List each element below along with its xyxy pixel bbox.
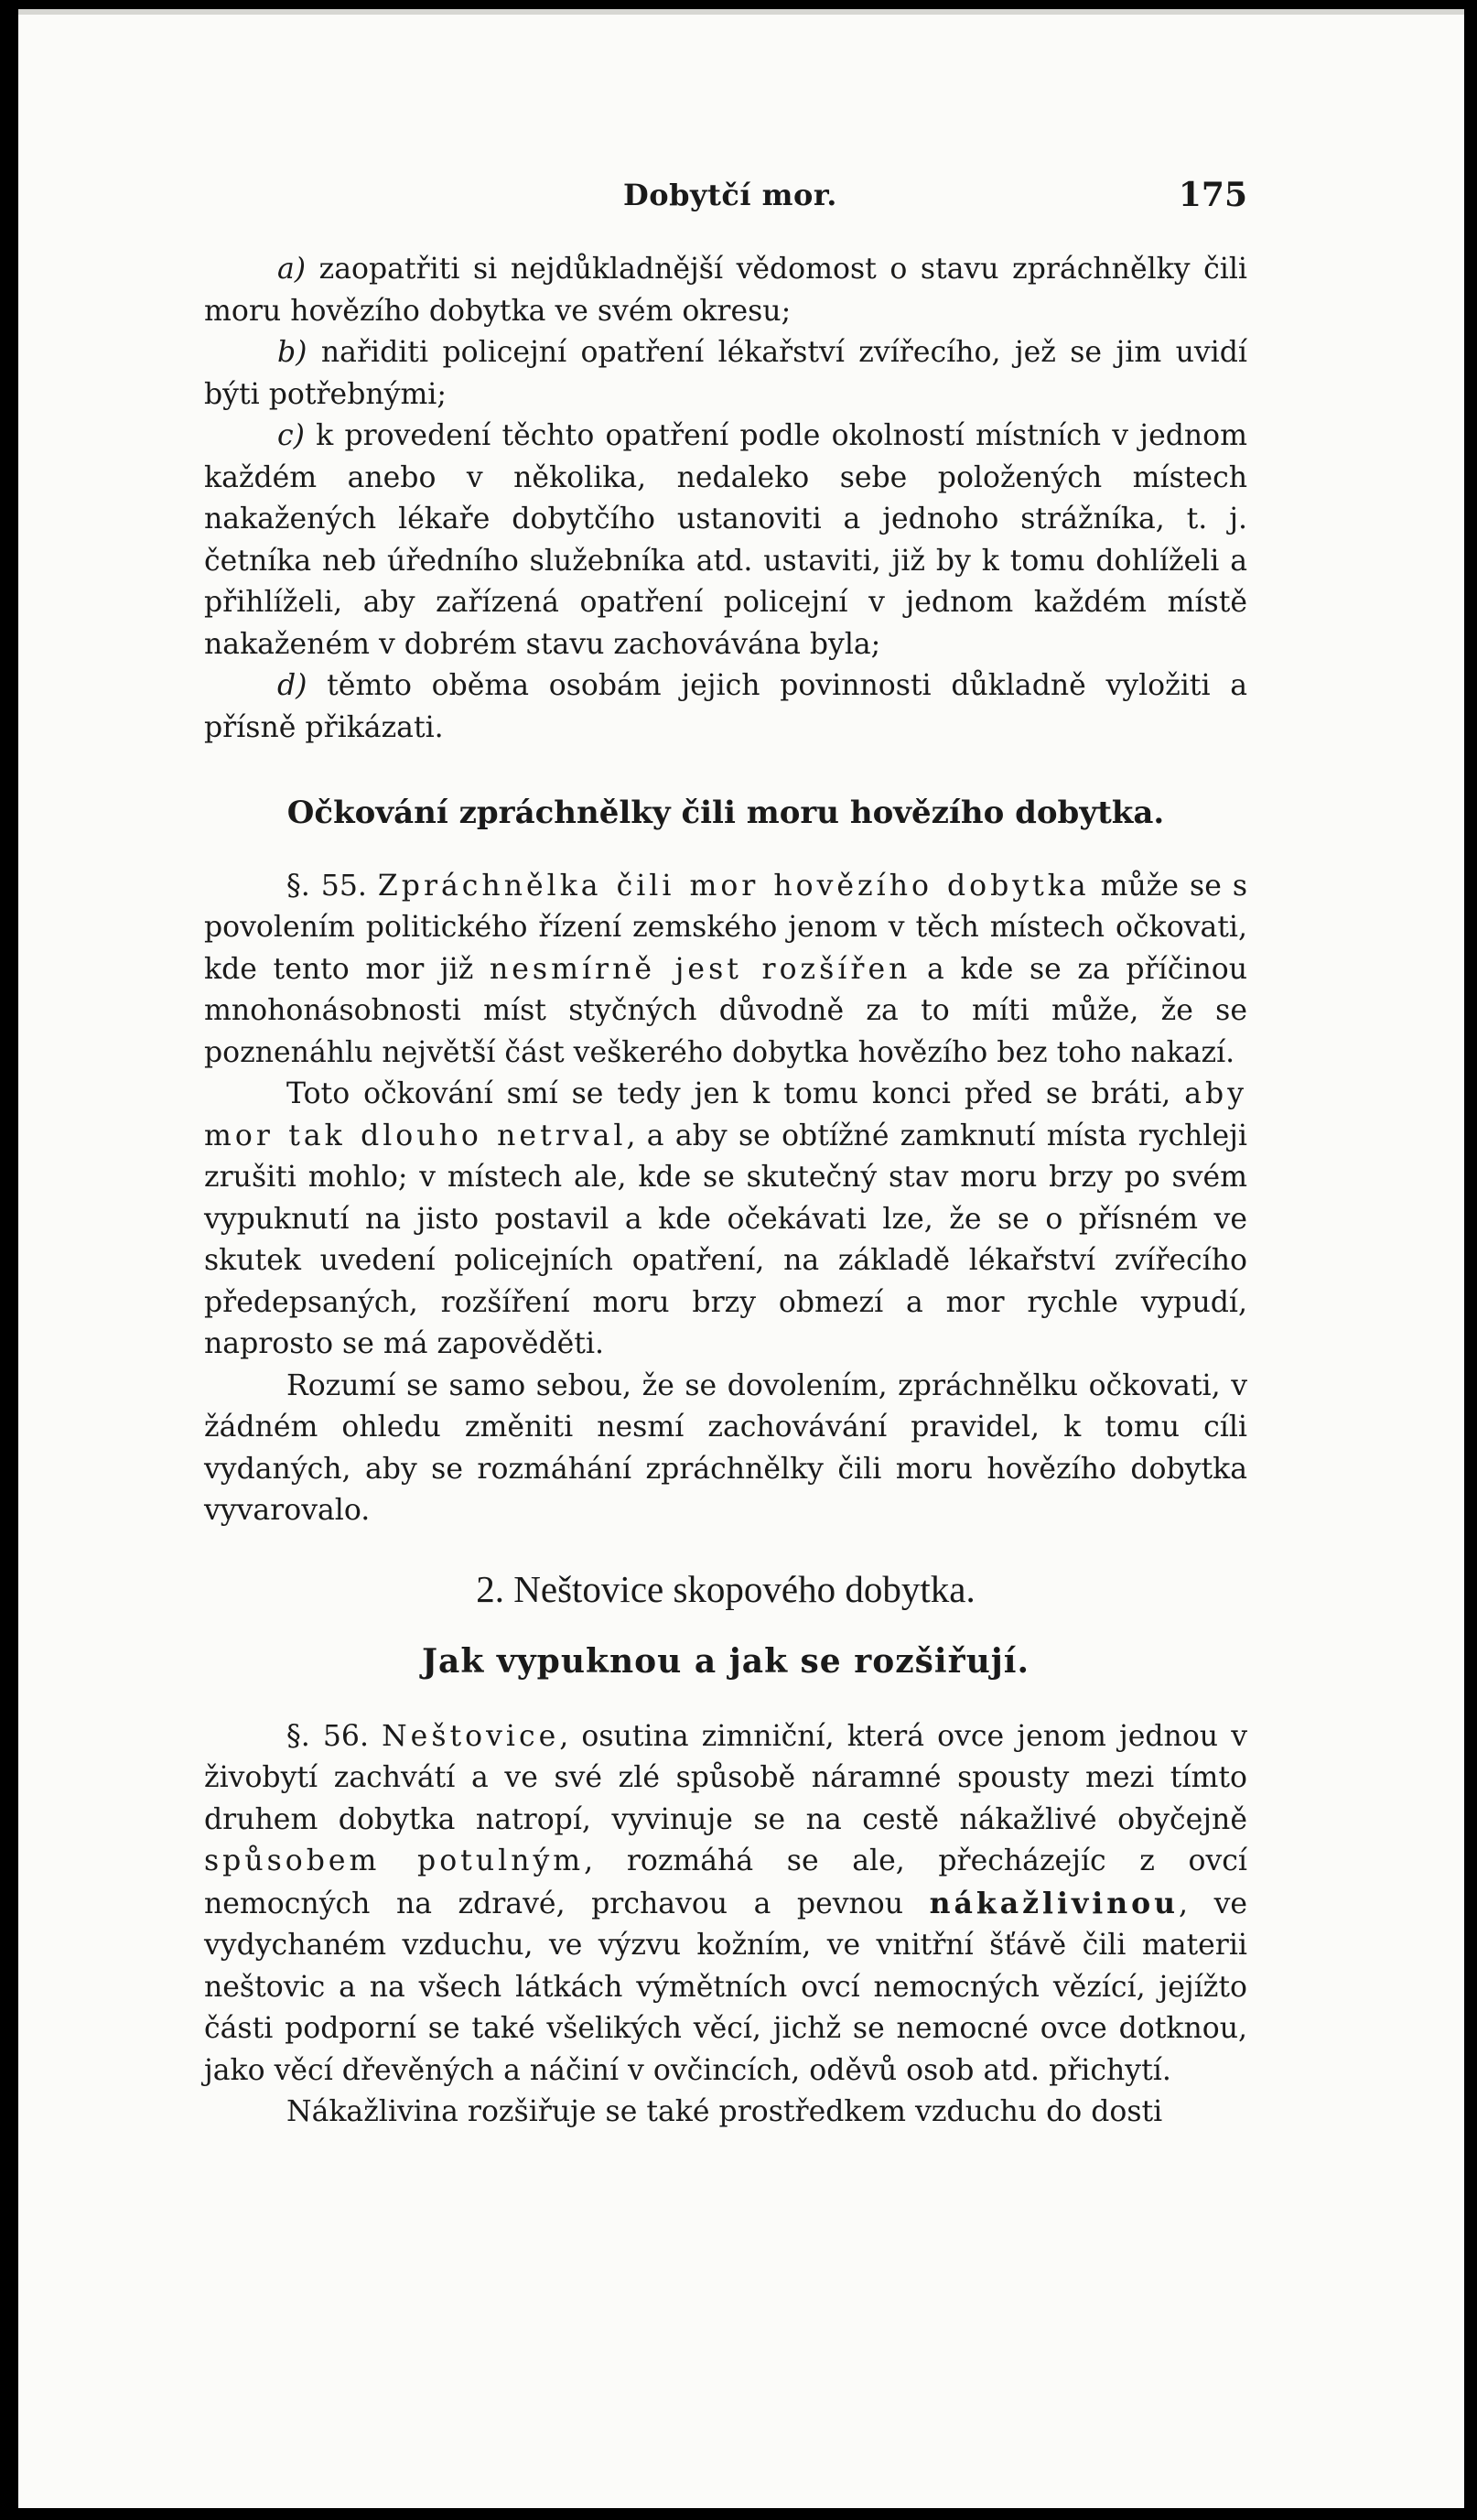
section-heading-vaccination: Očkování zpráchnělky čili moru hovězího dobytka. <box>286 795 1165 831</box>
spaced-emphasis: aby mor tak dlouho netrval <box>204 1077 1247 1152</box>
item-text: zaopatřiti si nejdůkladnější vědomost o stavu zpráchnělky čili moru hovězího dobytka ve svém okresu; <box>204 253 1247 328</box>
chapter-heading: 2. Neštovice skopového dobytka. <box>476 1567 976 1610</box>
item-label: c) <box>277 419 305 452</box>
item-label: a) <box>277 253 307 286</box>
paragraph-text: , ve vydychaném vzduchu, ve výzvu kožním, ve vnitřní šťávě čili materii neštovic a na všech látkách výmětních ovcí nemocných vězící, jejížto části podporní se také všelikých věcí, jichž se nemocné ovce dotknou, jako věcí dřevěných a náčiní v ovčincích, oděvů osob atd. přichytí. <box>204 1887 1248 2087</box>
spaced-emphasis: Neštovice <box>382 1719 560 1753</box>
paragraph-55-2 <box>204 1074 1247 1366</box>
item-text: k provedení těchto opatření podle okolností místních v jednom každém anebo v několika, nedaleko sebe položených místech nakažených lékaře dobytčího ustanoviti a jednoho strážníka, t. j. četníka neb úředního služebníka atd. ustaviti, již by k tomu dohlíželi a přihlíželi, aby zařízená opatření policejní v jednom každém místě nakaženém v dobrém stavu zachovávána byla; <box>204 419 1247 661</box>
section-mark: §. 55. <box>286 869 378 903</box>
spaced-emphasis: nákažlivinou <box>929 1886 1180 1920</box>
list-item-a <box>204 249 1247 332</box>
item-label: b) <box>277 336 307 369</box>
list-item-b <box>204 332 1247 416</box>
chapter-subheading: Jak vypuknou a jak se rozšiřují. <box>422 1642 1030 1681</box>
list-item-d <box>204 665 1247 749</box>
list-item-c <box>204 416 1247 665</box>
paragraph-56-2: Nákažlivina rozšiřuje se také prostředkem vzduchu do dosti <box>286 2095 1163 2128</box>
paragraph-text: může se s povolením politického řízení zemského jenom v těch místech očkovati, kde tento mor již <box>204 869 1248 986</box>
item-text: těmto oběma osobám jejich povinnosti důkladně vyložiti a přísně přikázati. <box>204 669 1247 744</box>
item-text: nařiditi policejní opatření lékařství zvířecího, jež se jim uvidí býti potřebnými; <box>204 336 1247 411</box>
book-page <box>18 9 1464 2508</box>
paragraph-text: , a aby se obtížné zamknutí místa rychleji zrušiti mohlo; v místech ale, kde se skutečný stav moru brzy po svém vypuknutí na jisto postavil a kde očekávati lze, že se o přísném ve skutek uvedení policejních opatření, na základě lékařství zvířecího předepsaných, rozšíření moru brzy obmezí a mor rychle vypudí, naprosto se má zapověděti. <box>204 1119 1247 1360</box>
paragraph-55-3: Rozumí se samo sebou, že se dovolením, zpráchnělku očkovati, v žádném ohledu změniti nesmí zachovávání pravidel, k tomu cíli vydaných, aby se rozmáhání zpráchnělky čili moru hovězího dobytka vyvarovalo. <box>204 1368 1247 1527</box>
paragraph-text: , osutina zimniční, která ovce jenom jednou v živobytí zachvátí a ve své zlé spůsobě náramné spousty mezi tímto druhem dobytka natropí, vyvinuje se na cestě nákažlivé obyčejně <box>204 1719 1247 1836</box>
spaced-emphasis: Zpráchnělka čili mor hovězího dobytka <box>377 869 1090 903</box>
running-head-title: Dobytčí mor. <box>623 178 837 212</box>
paragraph-56 <box>204 1716 1247 2093</box>
paragraph-55 <box>204 866 1247 1075</box>
text-block <box>204 163 1247 2134</box>
page-number: 175 <box>1178 176 1247 214</box>
paragraph-text: a kde se za příčinou mnohonásobnosti míst styčných důvodně za to míti může, že se poznenáhlu největší část veškerého dobytka hovězího bez toho nakazí. <box>204 952 1247 1069</box>
item-label: d) <box>277 669 307 702</box>
spaced-emphasis: nesmírně jest rozšířen <box>490 952 911 986</box>
section-mark: §. 56. <box>286 1719 383 1753</box>
running-head <box>204 163 1247 218</box>
paragraph-text: , rozmáhá se ale, přecházejíc z ovcí nemocných na zdravé, prchavou a pevnou <box>204 1844 1248 1920</box>
spaced-emphasis: spůsobem potulným <box>204 1844 585 1877</box>
page-top-edge <box>18 9 1464 15</box>
paragraph-text: Toto očkování smí se tedy jen k tomu konci před se bráti, <box>286 1077 1185 1110</box>
